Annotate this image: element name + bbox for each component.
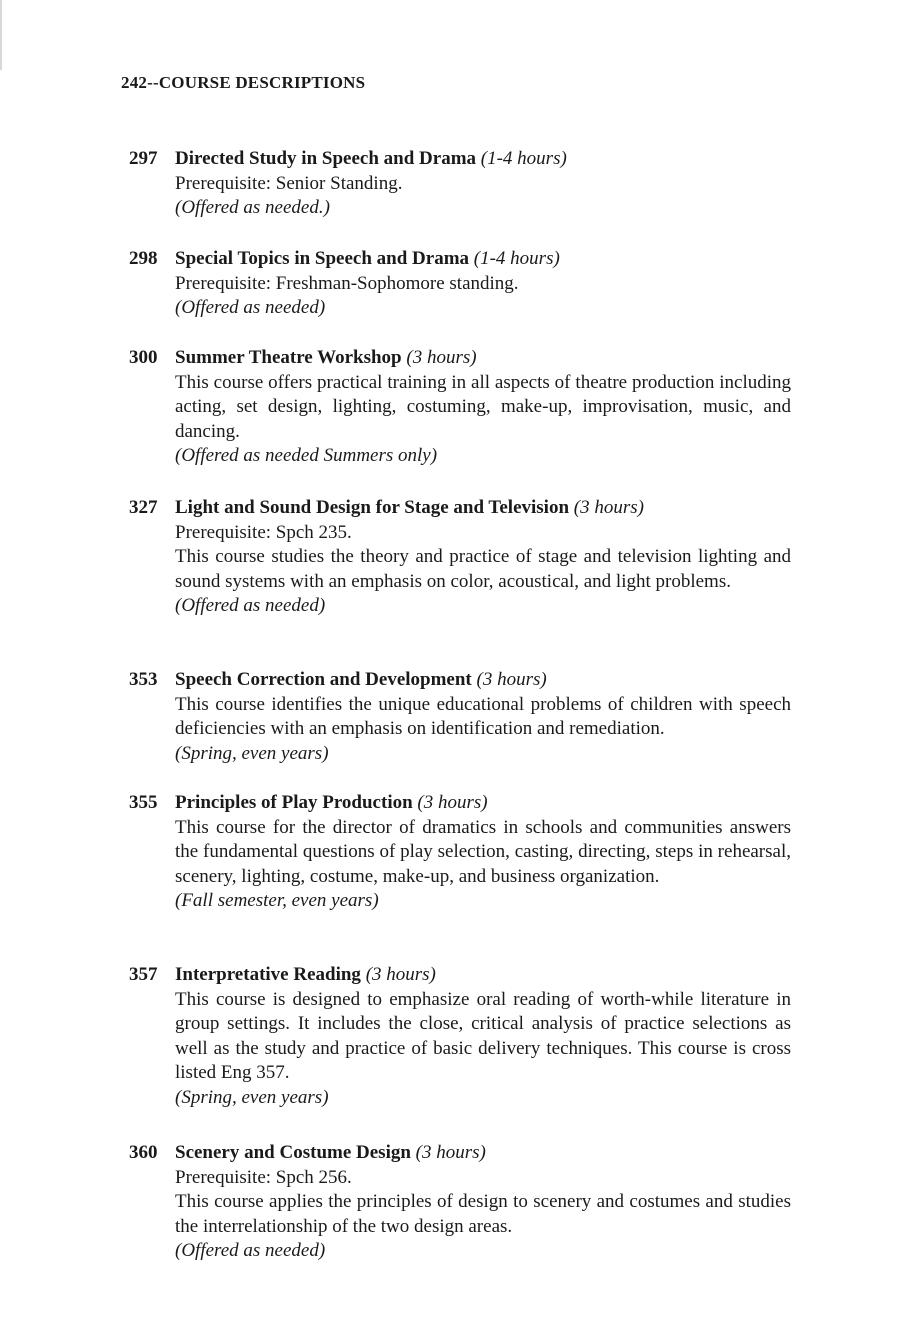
course-offered: (Fall semester, even years) <box>175 890 379 911</box>
course-title: Summer Theatre Workshop <box>175 347 402 368</box>
course-hours: (1-4 hours) <box>473 248 560 269</box>
course-number: 300 <box>129 347 158 368</box>
course-body <box>175 147 791 221</box>
course-offered: (Offered as needed) <box>175 595 326 616</box>
course-number: 297 <box>129 148 158 169</box>
course-number: 355 <box>129 792 158 813</box>
course-heading <box>175 963 791 988</box>
course-description: This course for the director of dramatics in schools and communities answers the fundamental questions of play selection, casting, directing, steps in rehearsal, scenery, lighting, costume, make-up, and business organization. <box>175 816 791 887</box>
course-prerequisite: Prerequisite: Senior Standing. <box>175 172 403 194</box>
course-title: Light and Sound Design for Stage and Television <box>175 497 570 518</box>
course-heading <box>175 1141 791 1166</box>
course-hours: (3 hours) <box>573 497 644 518</box>
course-prerequisite: Prerequisite: Spch 256. <box>175 1166 352 1188</box>
course-prerequisite: Prerequisite: Spch 235. <box>175 521 352 543</box>
running-head: 242--COURSE DESCRIPTIONS <box>121 73 366 92</box>
course-body <box>175 1141 791 1264</box>
course-offered: (Offered as needed) <box>175 1240 326 1261</box>
course-description: This course offers practical training in all aspects of theatre production including acting, set design, lighting, costuming, make-up, improvisation, music, and dancing. <box>175 371 791 442</box>
course-prerequisite: Prerequisite: Freshman-Sophomore standing. <box>175 272 519 294</box>
page-edge-shadow <box>0 0 2 70</box>
course-body <box>175 346 791 469</box>
course-offered: (Spring, even years) <box>175 742 329 764</box>
course-title: Speech Correction and Development <box>175 669 472 690</box>
course-body <box>175 791 791 914</box>
course-description: This course identifies the unique educational problems of children with speech deficiencies with an emphasis on identification and remediation. <box>175 693 791 739</box>
course-number: 353 <box>129 669 158 690</box>
course-hours: (3 hours) <box>415 1142 486 1163</box>
course-hours: (3 hours) <box>406 347 477 368</box>
course-body <box>175 247 791 321</box>
course-number: 298 <box>129 248 158 269</box>
course-number: 357 <box>129 964 158 985</box>
course-title: Interpretative Reading <box>175 964 361 985</box>
course-description: This course is designed to emphasize oral reading of worth-while literature in group settings. It includes the close, critical analysis of practice selections as well as the study and practice of basic delivery techniques. This course is cross listed Eng 357. <box>175 988 791 1083</box>
course-heading <box>175 791 791 816</box>
course-title: Directed Study in Speech and Drama <box>175 148 477 169</box>
course-hours: (3 hours) <box>476 669 547 690</box>
course-description: This course applies the principles of design to scenery and costumes and studies the interrelationship of the two design areas. <box>175 1191 791 1237</box>
course-offered: (Offered as needed Summers only) <box>175 445 438 466</box>
course-heading <box>175 496 791 521</box>
course-offered: (Spring, even years) <box>175 1086 329 1108</box>
course-description: This course studies the theory and practice of stage and television lighting and sound systems with an emphasis on color, acoustical, and light problems. <box>175 546 791 592</box>
course-hours: (3 hours) <box>365 964 436 985</box>
course-body <box>175 668 791 766</box>
course-heading <box>175 147 791 172</box>
course-hours: (1-4 hours) <box>480 148 567 169</box>
course-body <box>175 496 791 619</box>
course-heading <box>175 668 791 693</box>
course-offered: (Offered as needed.) <box>175 197 330 218</box>
course-heading <box>175 346 791 371</box>
course-offered: (Offered as needed) <box>175 297 326 318</box>
course-heading <box>175 247 791 272</box>
course-number: 327 <box>129 497 158 518</box>
course-body <box>175 963 791 1110</box>
course-title: Special Topics in Speech and Drama <box>175 248 470 269</box>
course-hours: (3 hours) <box>417 792 488 813</box>
course-title: Scenery and Costume Design <box>175 1142 411 1163</box>
course-title: Principles of Play Production <box>175 792 413 813</box>
course-number: 360 <box>129 1142 158 1163</box>
